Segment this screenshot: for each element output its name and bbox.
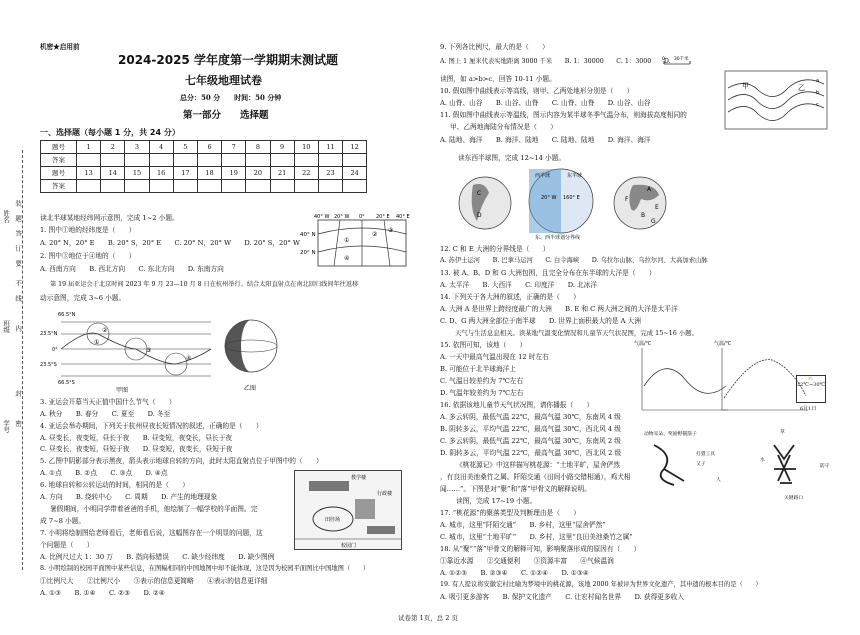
- question-options: ①靠近水源 ②交通便利 ③资源丰富 ④气候温润: [440, 557, 614, 565]
- sun-lat: 66.5°S: [58, 380, 75, 386]
- question-text: 动示意图，完成 3~6 小题。: [40, 294, 126, 302]
- question-text: 12. C 和 E 大洲的分界线是（ ）: [440, 245, 550, 253]
- continent-label: C: [477, 190, 482, 197]
- lon-label: 20° E: [376, 214, 390, 220]
- sun-lat: 0°: [52, 347, 58, 353]
- question-text: 甲、乙两地海陆分布情况是（ ）: [450, 123, 557, 131]
- table-cell: 14: [101, 167, 125, 180]
- continent-label: E: [655, 204, 659, 211]
- question-text: 10. 假如图中曲线表示等高线，则甲、乙两处地形分别是（ ）: [440, 87, 634, 95]
- question-text: 天气与生活息息相关。读某地气温变化情况和儿童节天气状况图，完成 15~16 小题。: [455, 329, 698, 337]
- part-heading: 第一部分 选择题: [183, 110, 269, 121]
- page-footer: 试卷第 1页，总 2 页: [398, 614, 458, 622]
- point-label: ④: [344, 255, 350, 262]
- answer-cell[interactable]: [101, 154, 125, 167]
- map-label: 教学楼: [351, 475, 367, 481]
- sun-point: ①: [94, 339, 100, 346]
- table-cell: 21: [270, 167, 294, 180]
- question-options: A. 一天中最高气温出现在 12 时左右: [440, 353, 549, 361]
- table-cell: 12: [343, 141, 367, 154]
- oracle-label: 水: [760, 458, 765, 463]
- question-options: A. 太平洋 B. 大西洋 C. 印度洋 D. 北冰洋: [440, 281, 598, 289]
- secret-mark: 机密★启用前: [40, 43, 80, 51]
- binding-margin: [0, 150, 34, 560]
- hemi-label: 西半球: [535, 173, 551, 179]
- lat-label: 40° N: [300, 232, 316, 238]
- table-head: 题号: [41, 141, 77, 154]
- hemi-label: 20° W: [541, 195, 557, 201]
- answer-cell[interactable]: [197, 154, 221, 167]
- answer-cell[interactable]: [343, 154, 367, 167]
- answer-cell[interactable]: [77, 154, 101, 167]
- question-options: A. 大洲 A 是世界上跨经度最广的大洲 B. E 和 C 两大洲之间的大洋是太平洋: [440, 305, 678, 313]
- question-text: 2. 图中③地位于④地的（ ）: [40, 252, 136, 260]
- question-text: 5. 乙图中阴影部分表示黑夜，箭头表示地球自转的方向，此时太阳直射点位于甲图中的（ ）: [40, 457, 323, 465]
- seal-char: 题: [14, 215, 23, 222]
- question-text: 6. 地球自转和公转运动的时间，相同的是（ ）: [40, 481, 189, 489]
- question-text: ，有良田美池桑竹之属。阡陌交通（田间小路交错相通），鸡犬相: [440, 473, 631, 481]
- answer-cell[interactable]: [343, 180, 367, 193]
- question-options: A. 秋分 B. 春分 C. 夏至 D. 冬至: [40, 410, 171, 418]
- seal-char: 内: [14, 325, 23, 332]
- question-text: 3. 亚运会开幕当天正值中国什么节气（ ）: [40, 398, 176, 406]
- continent-label: A: [647, 186, 652, 193]
- question-options: C. 城市，这里“土地平旷” D. 乡村，这里“良田美池桑竹之属”: [440, 533, 633, 541]
- table-cell: 5: [173, 141, 197, 154]
- question-text: 11. 假如图中曲线表示等温线，图示内容为某半球冬季气温分布，则海拔高度相同的: [440, 111, 687, 119]
- question-text: 《桃花源记》中这样描写桃花源：“土地平旷，屋舍俨然: [456, 461, 620, 469]
- question-options: A. 20° N，20° E B. 20° S，20° E C. 20° N，20° W D. 20° S，20° W: [40, 239, 300, 247]
- map-label: 田径场: [325, 517, 341, 523]
- question-options: A. 城市，这里“阡陌交通” B. 乡村，这里“屋舍俨然”: [440, 521, 606, 529]
- weather-icon: ⛅: [807, 376, 815, 382]
- sun-point: ③: [146, 347, 152, 354]
- seal-char: 订: [14, 245, 23, 252]
- question-options: C. D、G 两大洲全部位于南半球 D. 世界上面积最大的是 A 大洲: [440, 317, 641, 325]
- table-cell: 1: [77, 141, 101, 154]
- answer-cell[interactable]: [77, 180, 101, 193]
- table-cell: 24: [343, 167, 367, 180]
- question-text: 读东西半球图，完成 12~14 小题。: [458, 154, 566, 162]
- answer-cell[interactable]: [125, 154, 149, 167]
- answer-cell[interactable]: [270, 154, 294, 167]
- hemi-label: 东半球: [567, 173, 583, 179]
- weather-icon-box: [796, 375, 826, 403]
- lon-label: 20° W: [334, 214, 350, 220]
- answer-cell[interactable]: [173, 180, 197, 193]
- question-options: A. 山脊、山谷 B. 山谷、山脊 C. 山脊、山脊 D. 山谷、山谷: [440, 99, 651, 107]
- table-cell: 8: [246, 141, 270, 154]
- question-options: A. ①③ B. ①④ C. ②③ D. ②④: [40, 589, 165, 597]
- question-text: 18. 从“聚”“落”甲骨文的解释可知，影响聚落形成的原因有（ ）: [440, 545, 641, 553]
- answer-cell[interactable]: [149, 180, 173, 193]
- scale-label: 0 30千米: [662, 57, 689, 62]
- question-text: 个问题是（ ）: [40, 541, 94, 549]
- oracle-label: 动物耳朵、奖励野猫箭子: [644, 432, 697, 437]
- table-cell: 7: [222, 141, 246, 154]
- question-text: 成 7~8 小题。: [40, 517, 86, 525]
- latlon-grid-figure: [300, 212, 410, 272]
- oracle-label: 打猎工具: [696, 452, 716, 457]
- table-cell: 3: [125, 141, 149, 154]
- table-cell: 2: [101, 141, 125, 154]
- table-cell: 20: [246, 167, 270, 180]
- sun-lat: 66.5°N: [58, 312, 76, 318]
- question-options: A. 苏伊士运河 B. 巴拿马运河 C. 白令海峡 D. 乌拉尔山脉、乌拉尔河、大高加索山脉: [440, 257, 708, 264]
- question-options: C. 气温日较差约为 7℃左右: [440, 377, 524, 385]
- lat-label: 20° N: [300, 250, 316, 256]
- table-cell: 23: [318, 167, 342, 180]
- continent-label: F: [625, 196, 629, 203]
- question-options: A. ①②③ B. ②③④ C. ①②④ D. ①③④: [440, 569, 589, 577]
- oracle-label: 人: [716, 478, 721, 483]
- answer-cell[interactable]: [197, 180, 221, 193]
- question-options: A. 多云转阴，最低气温 22℃，最高气温 30℃，东南风 4 级: [440, 413, 621, 421]
- seal-char: 线: [14, 295, 23, 302]
- table-cell: 19: [222, 167, 246, 180]
- answer-cell[interactable]: [246, 180, 270, 193]
- continent-label: B: [641, 212, 646, 219]
- question-options: B. 可能位于北半球海洋上: [440, 365, 517, 373]
- question-text: 读图，如 a>b>c，回答 10-11 小题。: [440, 75, 556, 83]
- table-cell: 9: [270, 141, 294, 154]
- question-options: A. 西南方向 B. 西北方向 C. 东北方向 D. 东南方向: [40, 265, 224, 273]
- contour-figure: [724, 70, 828, 130]
- map-label: 校园门: [341, 543, 357, 549]
- weather-range: 22℃~30℃: [797, 382, 826, 389]
- contour-label: a: [816, 78, 820, 84]
- lon-label: 40° W: [314, 214, 330, 220]
- oracle-label: 关键路口: [784, 496, 804, 501]
- weather-caption: 6月1日: [800, 406, 817, 412]
- question-options: A. 方向 B. 绕转中心 C. 周期 D. 产生的地理现象: [40, 493, 218, 501]
- sun-point: ②: [102, 327, 108, 334]
- oracle-label: 防守: [820, 464, 830, 469]
- answer-cell[interactable]: [294, 154, 318, 167]
- chart-ylabel: 气温/℃: [714, 341, 732, 347]
- question-options: A. 图上 1 厘米代表实地距离 3000 千米 B. 1：30000 C. 1：3000 D.: [440, 58, 671, 65]
- question-text: 9. 下列各比例尺，最大的是（ ）: [440, 43, 549, 51]
- question-text: 1. 图中①地的经纬度是（ ）: [40, 226, 136, 234]
- contour-label: 乙: [798, 84, 805, 92]
- answer-cell[interactable]: [318, 180, 342, 193]
- question-options: ①比例尺大 ②比例尺小 ③表示的信息更简略 ④表示的信息更详细: [40, 577, 268, 585]
- question-text: 14. 下列关于各大洲的叙述，正确的是（ ）: [440, 293, 580, 301]
- point-label: ①: [344, 237, 350, 244]
- table-cell: 4: [149, 141, 173, 154]
- map-label: 行政楼: [377, 491, 393, 497]
- table-cell: 11: [318, 141, 342, 154]
- table-cell: 22: [294, 167, 318, 180]
- answer-cell[interactable]: [270, 180, 294, 193]
- table-head: 题号: [41, 167, 77, 180]
- oracle-label: 草: [780, 430, 785, 435]
- table-head: 答案: [41, 154, 77, 167]
- question-text: 4. 亚运会举办期间，下列关于杭州昼夜长短情况的叙述，正确的是（ ）: [40, 422, 263, 430]
- question-text: 15. 依图可知，该地（ ）: [440, 341, 527, 349]
- table-cell: 15: [125, 167, 149, 180]
- table-cell: 13: [77, 167, 101, 180]
- campus-map-figure: [294, 470, 402, 550]
- point-label: ③: [388, 227, 394, 234]
- figure-caption: 东、西半球划分界线: [535, 235, 581, 241]
- question-options: A. 昼变长，夜变短，昼长于夜 B. 昼变短，夜变长，昼长于夜: [40, 434, 233, 442]
- hemisphere-figure: [455, 165, 675, 241]
- question-text: 13. 被 A、B、D 和 G 大洲包围，且完全分布在东半球的大洋是（ ）: [440, 269, 656, 277]
- question-text: 暑假期间，小明同学带着爸爸的手机，他绘制了一幅学校的平面图。完: [50, 505, 258, 513]
- continent-label: D: [477, 212, 482, 219]
- point-label: ②: [372, 231, 378, 238]
- oracle-bone-figure: [634, 425, 834, 505]
- answer-table: [40, 140, 367, 193]
- question-options: D. 气温年较差约为 7℃左右: [440, 389, 524, 397]
- seal-char: 答: [14, 230, 23, 237]
- id-label: 学号: [2, 420, 11, 433]
- oracle-label: 又子: [696, 462, 706, 467]
- answer-cell[interactable]: [125, 180, 149, 193]
- page-subtitle: 七年级地理试卷: [185, 74, 262, 87]
- seal-char: 不: [14, 280, 23, 287]
- table-cell: 6: [197, 141, 221, 154]
- question-options: A. ①点 B. ②点 C. ③点 D. ④点: [40, 469, 168, 477]
- seal-char: 密: [14, 420, 23, 427]
- table-cell: 10: [294, 141, 318, 154]
- name-label: 姓名: [2, 210, 11, 223]
- question-text: 19. 有人提议将安徽宏村比喻为梦境中的桃花源，该地 2000 年被评为世界文化遗产，其申遗的根本目的是（ ）: [440, 581, 762, 588]
- class-label: 班级: [2, 320, 11, 333]
- table-cell: 16: [149, 167, 173, 180]
- question-text: 8. 小明绘制的校园平面图中某些信息，在图幅相同的中国地图中却不能体现，这是因为校园平面图比中国地图（ ）: [40, 565, 370, 572]
- contour-label: c: [816, 102, 819, 108]
- question-options: A. 吸引更多游客 B. 保护文化遗产 C. 让宏村闻名世界 D. 获得更多收入: [440, 593, 685, 601]
- question-text: 第 19 届亚运会于北京时间 2023 年 9 月 23—10 月 8 日在杭州举行。结合太阳直射点在南北回归线间年往返移: [50, 281, 359, 288]
- sun-lat: 23.5°N: [40, 331, 58, 337]
- exam-meta: 总分：50 分 时间：50 分钟: [180, 93, 282, 102]
- question-text: 7. 小明将绘制图给老师看后，老师看后说，这幅图存在一个明显的问题，这: [40, 529, 263, 537]
- seal-char: 封: [14, 390, 23, 397]
- answer-cell[interactable]: [318, 154, 342, 167]
- question-options: A. 陆地、海洋 B. 海洋、陆地 C. 陆地、陆地 D. 海洋、海洋: [440, 136, 651, 144]
- answer-cell[interactable]: [149, 154, 173, 167]
- seal-char: 要: [14, 260, 23, 267]
- section-heading: 一、选择题（每小题 1 分，共 24 分）: [40, 128, 180, 137]
- continent-label: G: [651, 218, 656, 225]
- sun-lat: 23.5°S: [40, 362, 57, 368]
- lon-label: 40° E: [396, 214, 410, 220]
- sun-point: ④: [186, 355, 192, 362]
- contour-label: b: [816, 90, 820, 96]
- question-options: D. 阴转多云，平均气温 22℃，最高气温 30℃，西北风 2 级: [440, 449, 622, 457]
- table-cell: 18: [197, 167, 221, 180]
- answer-cell[interactable]: [246, 154, 270, 167]
- answer-cell[interactable]: [101, 180, 125, 193]
- question-options: A. 比例尺过大 1：30 万 B. 指向标错误 C. 缺少经纬度 D. 缺少图例: [40, 553, 275, 561]
- question-options: C. 多云转阴，最低气温 22℃，最高气温 30℃，东南风 2 级: [440, 437, 621, 445]
- question-text: 读图，完成 17~19 小题。: [456, 497, 537, 505]
- question-text: 读北半球某地经纬网示意图，完成 1~2 小题。: [40, 214, 179, 222]
- figure-caption: 甲图: [116, 387, 129, 394]
- question-options: B. 阴转多云，平均气温 22℃，最高气温 30℃，西北风 4 级: [440, 425, 621, 433]
- seal-char: 装: [14, 200, 23, 207]
- answer-cell[interactable]: [222, 154, 246, 167]
- chart-ylabel: 气温/℃: [634, 341, 652, 347]
- binding-line: [22, 150, 23, 570]
- figure-caption: 乙图: [244, 385, 257, 392]
- hemi-label: 160° E: [563, 195, 580, 201]
- answer-cell[interactable]: [222, 180, 246, 193]
- table-cell: 17: [173, 167, 197, 180]
- sun-movement-figure: [36, 304, 286, 396]
- question-text: 闻……”。下图是对“聚”和“落”甲骨文的解释说明。: [440, 485, 591, 493]
- contour-label: 甲: [742, 82, 749, 90]
- page-title: 2024-2025 学年度第一学期期末测试题: [118, 53, 338, 67]
- table-head: 答案: [41, 180, 77, 193]
- answer-cell[interactable]: [173, 154, 197, 167]
- lon-label: 0°: [359, 214, 365, 220]
- answer-cell[interactable]: [294, 180, 318, 193]
- question-options: C. 昼变长，夜变短，昼短于夜 D. 昼变短，夜变长，昼短于夜: [40, 445, 233, 453]
- scale-bar: [662, 54, 702, 71]
- question-text: 17. “桃花源”的聚落类型及判断理由是（ ）: [440, 509, 580, 517]
- question-text: 16. 依据该地儿童节天气状况图，请你播报（ ）: [440, 401, 594, 409]
